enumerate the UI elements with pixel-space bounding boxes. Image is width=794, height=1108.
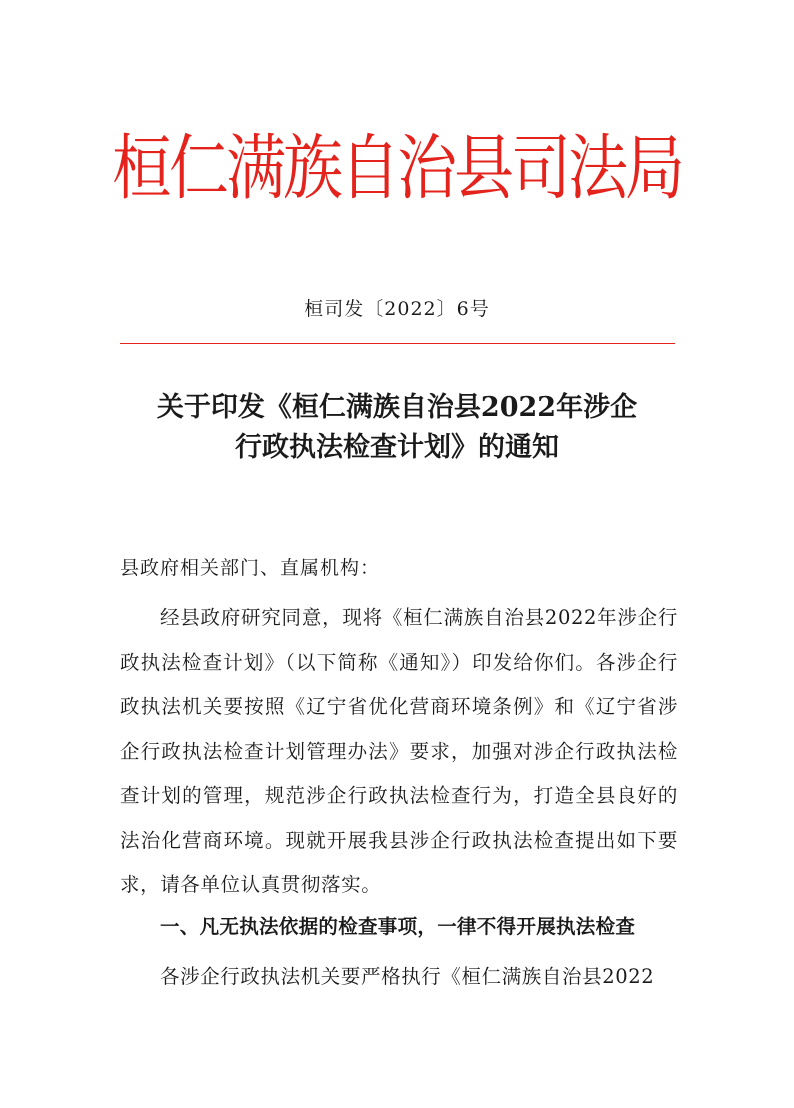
notice-title-line-1: 关于印发《桓仁满族自治县2022年涉企 [156, 392, 638, 423]
notice-title-line-2: 行政执法检查计划》的通知 [235, 432, 559, 463]
red-divider-line [120, 343, 675, 344]
body-paragraph-1: 经县政府研究同意，现将《桓仁满族自治县2022年涉企行政执法检查计划》（以下简称《通知》）印发给你们。各涉企行政执法机关要按照《辽宁省优化营商环境条例》和《辽宁省涉企行政执法检查计划管理办法》要求，加强对涉企行政执法检查计划的管理，规范涉企行政执法检查行为，打造全县良好的法治化营商环境。现就开展我县涉企行政执法检查提出如下要求，请各单位认真贯彻落实。 [120, 606, 678, 896]
document-number: 桓司发〔2022〕6号 [304, 298, 490, 320]
masthead-title: 桓仁满族自治县司法局 [112, 127, 682, 211]
notice-title [100, 388, 694, 468]
section-heading-1: 一、凡无执法依据的检查事项，一律不得开展执法检查 [160, 915, 636, 938]
body-paragraph-2: 各涉企行政执法机关要严格执行《桓仁满族自治县2022 [160, 965, 655, 988]
salutation: 县政府相关部门、直属机构： [120, 557, 381, 579]
